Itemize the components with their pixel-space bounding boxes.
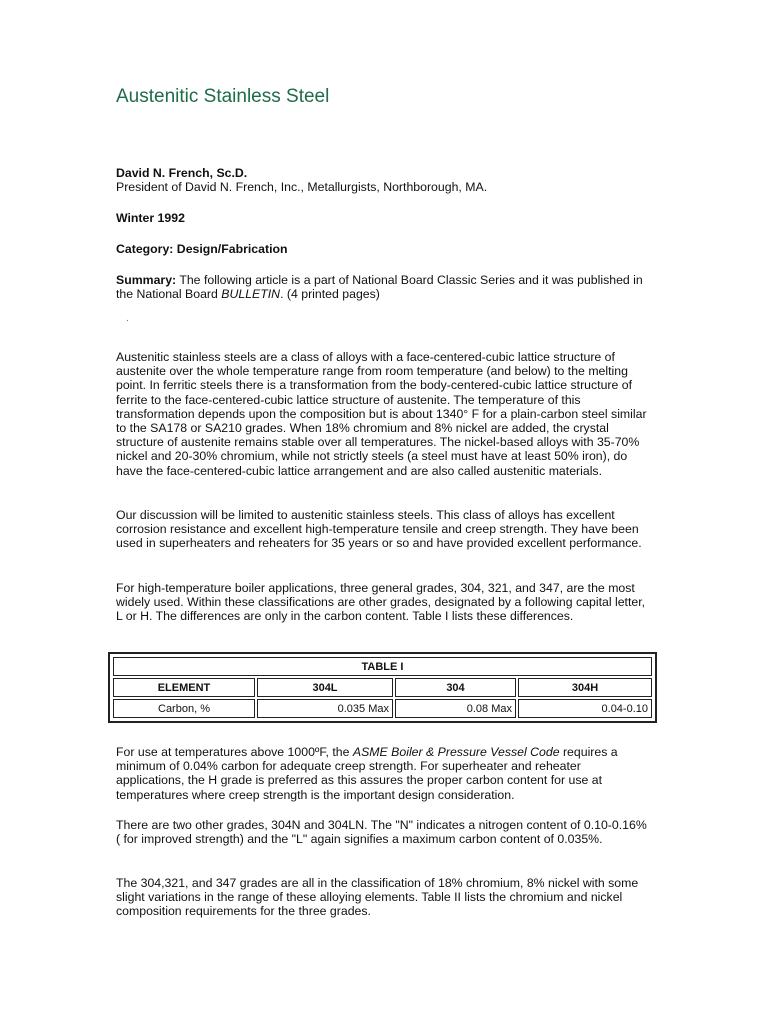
- table-header-cell: 304: [395, 678, 516, 697]
- table-cell: 0.035 Max: [257, 699, 393, 718]
- summary: [116, 273, 651, 301]
- table-cell: 0.04-0.10: [518, 699, 652, 718]
- paragraph-text: The 304,321, and 347 grades are all in the classification of 18% chromium, 8% nickel with some slight variations in the range of these alloying elements. Table II lists the chromium and nickel composition requirements for the three grades.: [116, 876, 639, 919]
- category: Category: Design/Fabrication: [116, 242, 288, 256]
- summary-label: Summary:: [116, 273, 177, 287]
- paragraph-3: [116, 581, 651, 624]
- paragraph-text: For high-temperature boiler applications, three general grades, 304, 321, and 347, are the most widely used. Within these classifications are other grades, designated by a following capital letter, L or H. The differences are only in the carbon content. Table I lists these differences.: [116, 581, 646, 624]
- summary-text-after: . (4 printed pages): [280, 287, 380, 302]
- table-1-grid: [111, 655, 654, 720]
- bulletin-title: BULLETIN: [221, 287, 281, 302]
- paragraph-text: requires a minimum of 0.04% carbon for adequate creep strength. For superheater and reheater applications, the H grade is preferred as this assures the proper carbon content for use at temperatures where creep strength is the important design consideration.: [116, 745, 618, 802]
- table-header-cell: 304L: [257, 678, 393, 697]
- table-cell: Carbon, %: [113, 699, 255, 718]
- author-name: David N. French, Sc.D.: [116, 166, 248, 180]
- paragraph-4: [116, 745, 651, 802]
- code-title: ASME Boiler & Pressure Vessel Code: [352, 745, 560, 759]
- summary-text-before: The following article is a part of National Board Classic Series and it was published in the National Board: [116, 273, 643, 302]
- table-cell: 0.08 Max: [395, 699, 516, 718]
- paragraph-text: Austenitic stainless steels are a class of alloys with a face-centered-cubic lattice structure of austenite over the whole temperature range from room temperature (and below) to the melting point. In ferritic steels there is a transformation from the body-centered-cubic lattice structure of ferrite to the face-centered-cubic lattice structure of austenite. The temperature of this transformation depends upon the composition but is about 1340° F for a plain-carbon steel similar to the SA178 or SA210 grades. When 18% chromium and 8% nickel are added, the crystal structure of austenite remains stable over all temperatures. The nickel-based alloys with 35-70% nickel and 20-30% chromium, while not strictly steels (a steel must have at least 50% iron), do have the face-centered-cubic lattice arrangement and are also called austenitic materials.: [116, 350, 647, 478]
- table-header-cell: 304H: [518, 678, 652, 697]
- publication-date: Winter 1992: [116, 211, 185, 225]
- separator-dot: .: [126, 313, 129, 324]
- paragraph-6: [116, 876, 651, 919]
- paragraph-2: [116, 508, 651, 551]
- author-affiliation: President of David N. French, Inc., Metallurgists, Northborough, MA.: [116, 180, 488, 194]
- table-1: [108, 652, 657, 723]
- paragraph-text: For use at temperatures above 1000ºF, the: [116, 745, 353, 759]
- paragraph-5: [116, 818, 651, 846]
- table-caption: TABLE I: [113, 657, 652, 676]
- table-row: [113, 699, 652, 718]
- paragraph-text: Our discussion will be limited to austenitic stainless steels. This class of alloys has excellent corrosion resistance and excellent high-temperature tensile and creep strength. They have been used in superheaters and reheaters for 35 years or so and have provided excellent performance.: [116, 508, 642, 551]
- paragraph-1: [116, 350, 651, 478]
- table-header-cell: ELEMENT: [113, 678, 255, 697]
- page-title: Austenitic Stainless Steel: [116, 86, 330, 107]
- paragraph-text: There are two other grades, 304N and 304LN. The "N" indicates a nitrogen content of 0.10-0.16% ( for improved strength) and the "L" again signifies a maximum carbon content of 0.035%.: [116, 818, 647, 847]
